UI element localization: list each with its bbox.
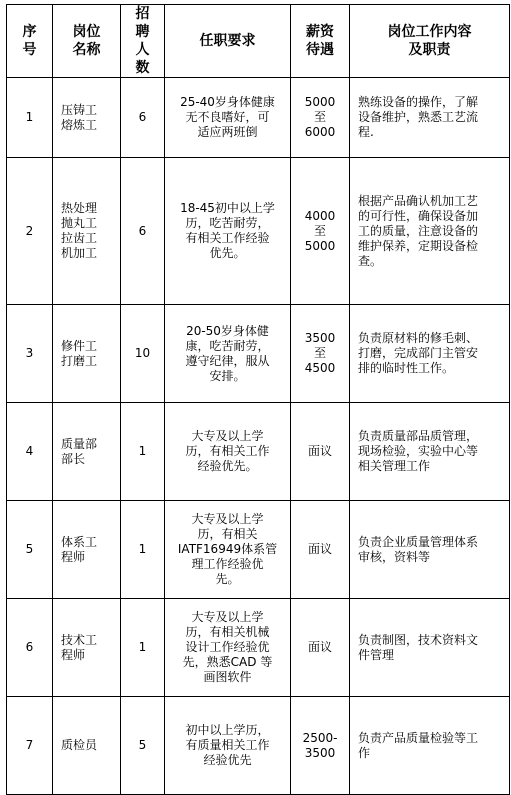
cell-index: 1 — [7, 78, 53, 158]
header-requirements: 任职要求 — [165, 5, 291, 78]
cell-requirements: 大专及以上学 历，有相关工作 经验优先。 — [165, 403, 291, 501]
header-index: 序号 — [7, 5, 53, 78]
cell-count: 5 — [121, 697, 165, 795]
cell-requirements: 25-40岁身体健康 无不良嗜好，可 适应两班倒 — [165, 78, 291, 158]
table-row — [7, 403, 510, 501]
cell-salary: 5000 至 6000 — [291, 78, 350, 158]
cell-index: 7 — [7, 697, 53, 795]
cell-duties: 负责质量部品质管理， 现场检验，实验中心等 相关管理工作 — [350, 403, 510, 501]
header-duties: 岗位工作内容及职责 — [350, 5, 510, 78]
cell-duties: 熟练设备的操作，了解 设备维护，熟悉工艺流 程. — [350, 78, 510, 158]
table-row — [7, 158, 510, 305]
cell-salary: 4000 至 5000 — [291, 158, 350, 305]
cell-salary: 面议 — [291, 599, 350, 697]
cell-salary: 面议 — [291, 501, 350, 599]
cell-count: 10 — [121, 305, 165, 403]
table-row — [7, 697, 510, 795]
cell-requirements: 20-50岁身体健 康，吃苦耐劳， 遵守纪律，服从 安排。 — [165, 305, 291, 403]
cell-position: 修件工 打磨工 — [53, 305, 121, 403]
cell-position: 热处理 抛丸工 拉齿工 机加工 — [53, 158, 121, 305]
cell-duties: 负责产品质量检验等工 作 — [350, 697, 510, 795]
cell-count: 1 — [121, 599, 165, 697]
header-salary: 薪资待遇 — [291, 5, 350, 78]
cell-position: 压铸工 熔炼工 — [53, 78, 121, 158]
cell-index: 5 — [7, 501, 53, 599]
cell-duties: 负责企业质量管理体系 审核，资料等 — [350, 501, 510, 599]
cell-salary: 面议 — [291, 403, 350, 501]
header-count: 招聘人数 — [121, 5, 165, 78]
cell-position: 质检员 — [53, 697, 121, 795]
cell-index: 3 — [7, 305, 53, 403]
cell-index: 6 — [7, 599, 53, 697]
table-row — [7, 599, 510, 697]
cell-position: 质量部 部长 — [53, 403, 121, 501]
table-row — [7, 305, 510, 403]
cell-salary: 3500 至 4500 — [291, 305, 350, 403]
table-row — [7, 501, 510, 599]
cell-position: 技术工 程师 — [53, 599, 121, 697]
cell-count: 6 — [121, 78, 165, 158]
cell-salary: 2500- 3500 — [291, 697, 350, 795]
cell-requirements: 18-45初中以上学 历，吃苦耐劳， 有相关工作经验 优先。 — [165, 158, 291, 305]
cell-count: 6 — [121, 158, 165, 305]
cell-duties: 根据产品确认机加工艺 的可行性，确保设备加 工的质量，注意设备的 维护保养，定期设备检 查。 — [350, 158, 510, 305]
cell-index: 2 — [7, 158, 53, 305]
cell-requirements: 大专及以上学 历，有相关 IATF16949体系管 理工作经验优 先。 — [165, 501, 291, 599]
cell-position: 体系工 程师 — [53, 501, 121, 599]
header-position: 岗位名称 — [53, 5, 121, 78]
cell-requirements: 初中以上学历， 有质量相关工作 经验优先 — [165, 697, 291, 795]
cell-duties: 负责原材料的修毛刺、 打磨，完成部门主管安 排的临时性工作。 — [350, 305, 510, 403]
cell-count: 1 — [121, 501, 165, 599]
table-header-row — [7, 5, 510, 78]
cell-duties: 负责制图，技术资料文 件管理 — [350, 599, 510, 697]
cell-requirements: 大专及以上学 历，有相关机械 设计工作经验优 先，熟悉CAD 等 画图软件 — [165, 599, 291, 697]
table-row — [7, 78, 510, 158]
recruitment-table — [6, 4, 510, 795]
cell-count: 1 — [121, 403, 165, 501]
cell-index: 4 — [7, 403, 53, 501]
